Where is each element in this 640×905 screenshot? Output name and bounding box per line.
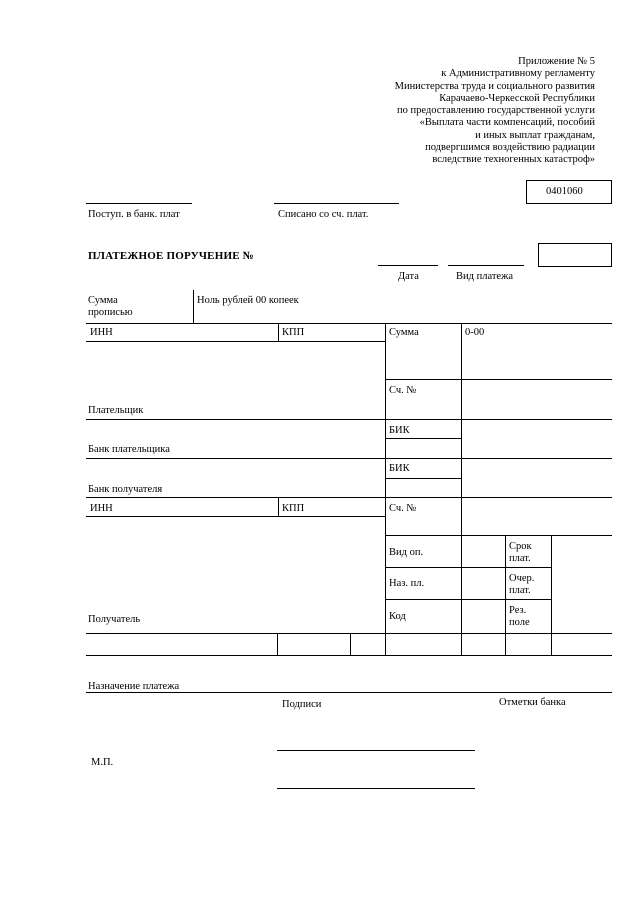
debited-label: Списано со сч. плат. [278, 209, 369, 220]
purpose-line [86, 692, 612, 693]
col-line [461, 323, 462, 656]
row-line [86, 341, 385, 342]
order-label-2: плат. [509, 585, 531, 596]
payment-type-line [448, 265, 524, 266]
row-line [86, 633, 612, 634]
row-line [86, 497, 612, 498]
row-line [385, 379, 612, 380]
payer-bik-label: БИК [389, 425, 410, 436]
sum-value: 0-00 [465, 327, 485, 338]
purpose-code-label: Наз. пл. [389, 578, 425, 589]
header-line: к Административному регламенту [441, 68, 595, 80]
code-label: Код [389, 611, 406, 622]
row-line [385, 535, 612, 536]
payer-bank-label: Банк плательщика [88, 444, 170, 455]
payment-type-box [538, 243, 612, 267]
row-line [86, 516, 385, 517]
bank-received-line [86, 203, 192, 204]
signature-line [277, 750, 475, 751]
payment-type-label: Вид платежа [456, 271, 514, 282]
header-line: вследствие техногенных катастроф» [432, 154, 595, 166]
header-line: по предоставлению государственной услуги [397, 105, 595, 117]
term-label-2: плат. [509, 553, 531, 564]
debited-line [274, 203, 399, 204]
sum-label: Сумма [389, 327, 419, 338]
header-line: и иных выплат гражданам, [475, 129, 595, 141]
col-line [385, 323, 386, 656]
recipient-inn-label: ИНН [90, 503, 113, 514]
payer-kpp-label: КПП [282, 327, 305, 338]
order-label: Очер. [509, 573, 535, 584]
row-line [86, 458, 612, 459]
purpose-label: Назначение платежа [88, 681, 180, 692]
recipient-label: Получатель [88, 614, 141, 625]
bank-marks-label: Отметки банка [499, 697, 566, 708]
page-title: ПЛАТЕЖНОЕ ПОРУЧЕНИЕ № [88, 250, 254, 262]
col-line [350, 633, 351, 656]
header-line: Приложение № 5 [518, 56, 595, 67]
amount-words-label-2: прописью [88, 307, 133, 318]
recipient-bank-label: Банк получателя [88, 484, 163, 495]
row-line [385, 478, 461, 479]
op-type-label: Вид оп. [389, 547, 424, 558]
header-line: «Выплата части компенсаций, пособий [419, 117, 595, 129]
row-line [385, 438, 461, 439]
row-line [86, 419, 612, 420]
form-code: 0401060 [546, 186, 583, 197]
col-line [277, 633, 278, 656]
payer-account-label: Сч. № [389, 385, 417, 396]
payer-label: Плательщик [88, 405, 144, 416]
payer-inn-label: ИНН [90, 327, 113, 338]
col-line [551, 535, 552, 656]
recipient-kpp-label: КПП [282, 503, 305, 514]
amount-words-label: Сумма [88, 295, 118, 306]
date-label: Дата [398, 271, 419, 282]
col-line [278, 497, 279, 516]
row-line [385, 599, 551, 600]
reserve-label-2: поле [509, 617, 530, 628]
header-line: Карачаево-Черкесской Республики [439, 92, 595, 104]
header-line: подвергшимся воздействию радиации [425, 142, 595, 154]
signature-line [277, 788, 475, 789]
signatures-label: Подписи [282, 699, 322, 710]
appendix-header [315, 56, 595, 167]
row-line [385, 567, 551, 568]
col-line [505, 535, 506, 656]
header-line: Министерства труда и социального развития [394, 80, 595, 92]
row-line [86, 323, 612, 324]
col-line [278, 323, 279, 341]
recipient-bik-label: БИК [389, 463, 410, 474]
amount-words-value: Ноль рублей 00 копеек [197, 295, 299, 306]
stamp-label: М.П. [91, 757, 114, 768]
amount-words-divider [193, 290, 194, 324]
row-line [86, 655, 612, 656]
bank-received-label: Поступ. в банк. плат [88, 209, 180, 220]
term-label: Срок [509, 541, 532, 552]
reserve-label: Рез. [509, 605, 527, 616]
recipient-account-label: Сч. № [389, 503, 417, 514]
date-line [378, 265, 438, 266]
